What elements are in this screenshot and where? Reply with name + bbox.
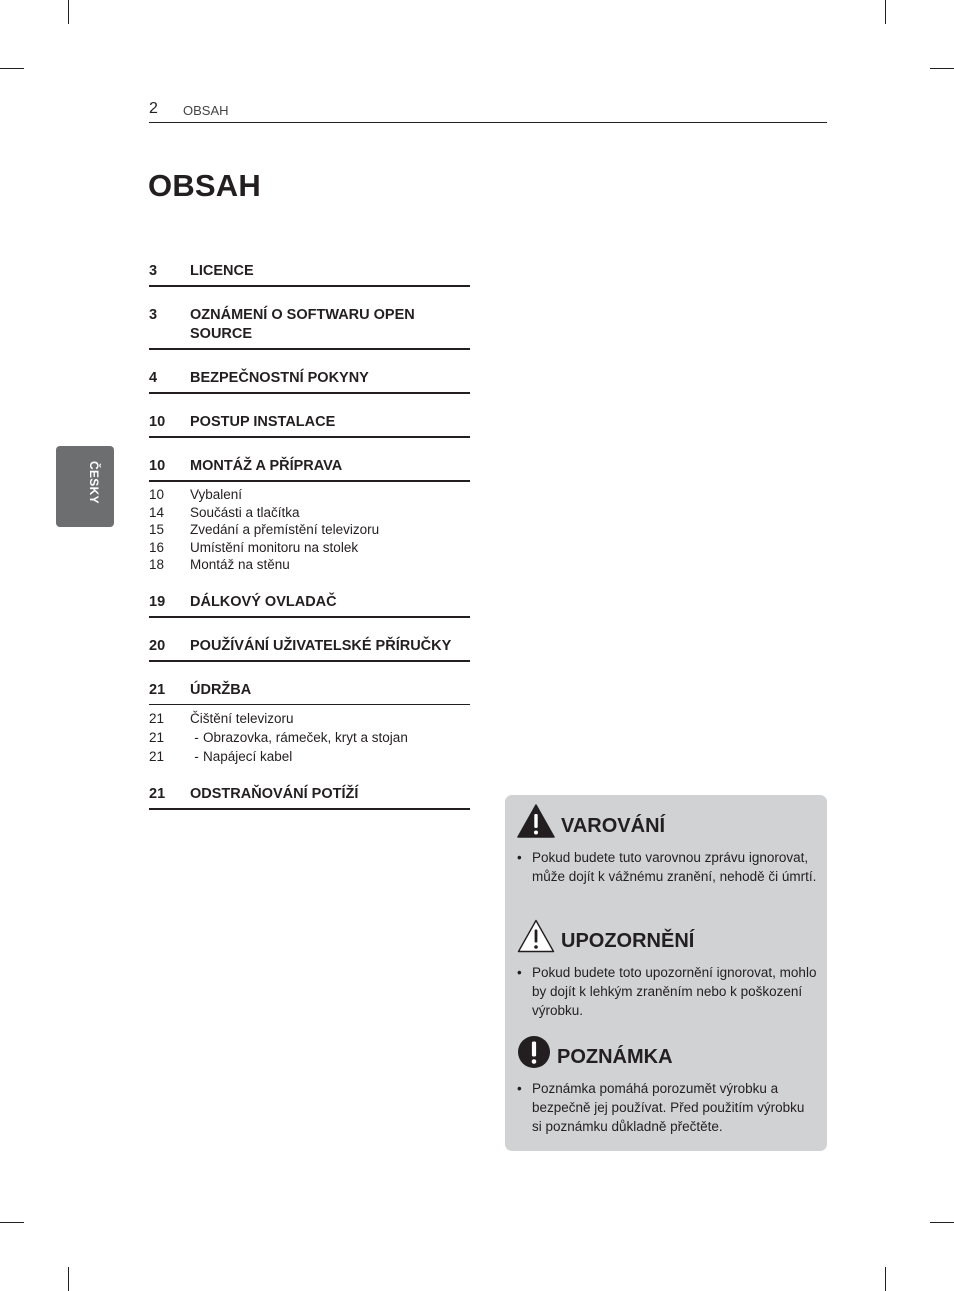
language-tab: [56, 446, 114, 527]
toc-subitem[interactable]: [149, 486, 470, 504]
crop-mark: [0, 1222, 24, 1223]
crop-mark: [885, 1267, 886, 1291]
warning-triangle-filled-icon: [517, 804, 555, 838]
toc-heading-title: ÚDRŽBA: [190, 681, 252, 698]
toc-section: [149, 785, 470, 810]
toc-subitem[interactable]: [149, 709, 470, 728]
note-block: [517, 1035, 817, 1136]
language-tab-label: ČESKY: [87, 461, 101, 504]
crop-mark: [930, 68, 954, 69]
toc-subitems: [149, 486, 470, 574]
toc-page-number: 20: [149, 637, 166, 654]
toc-subitem-title: Čištění televizoru: [190, 710, 294, 726]
toc-page-number: 16: [149, 539, 165, 555]
running-title: OBSAH: [183, 103, 229, 118]
toc-heading-title: POUŽÍVÁNÍ UŽIVATELSKÉ PŘÍRUČKY: [190, 637, 452, 654]
toc-subitem[interactable]: [149, 728, 470, 747]
toc-page-number: 21: [149, 710, 165, 726]
toc-subitem-title: Umístění monitoru na stolek: [190, 539, 359, 555]
caution-text: [517, 963, 817, 1020]
crop-mark: [68, 1267, 69, 1291]
toc-heading-title: POSTUP INSTALACE: [190, 414, 336, 430]
toc-subitem-title: Zvedání a přemístění televizoru: [190, 522, 380, 537]
warning-text: [517, 848, 817, 886]
toc-heading[interactable]: [149, 369, 470, 394]
toc-page-number: 19: [149, 593, 166, 610]
toc-subitem[interactable]: [149, 504, 470, 522]
toc-page-number: 21: [149, 729, 165, 745]
toc-subitem-title: Součásti a tlačítka: [190, 504, 300, 520]
warning-title: VAROVÁNÍ: [561, 815, 666, 837]
toc-heading[interactable]: [149, 457, 470, 482]
toc-dash: -: [194, 729, 199, 745]
toc-page-number: 10: [149, 458, 166, 474]
toc-heading[interactable]: [149, 681, 470, 705]
warning-block: [517, 804, 817, 886]
toc-page-number: 3: [149, 263, 158, 279]
note-text-content: Poznámka pomáhá porozumět výrobku a bezpečně jej používat. Před použitím výrobku si poznámku důkladně přečtěte.: [532, 1081, 805, 1134]
toc-subitem[interactable]: [149, 556, 470, 574]
note-text: [517, 1079, 817, 1136]
toc-heading[interactable]: [149, 637, 470, 662]
toc-heading[interactable]: [149, 262, 470, 287]
toc-page-number: 18: [149, 557, 165, 572]
toc-dash: -: [194, 748, 199, 764]
note-title: POZNÁMKA: [557, 1046, 673, 1068]
warning-text-content: Pokud budete tuto varovnou zprávu ignorovat, může dojít k vážnému zranění, nehodě či úmrtí.: [532, 850, 817, 884]
bullet: •: [517, 1081, 522, 1096]
toc-section: [149, 369, 470, 394]
table-of-contents: [149, 262, 470, 829]
toc-heading[interactable]: [149, 785, 470, 810]
toc-page-number: 10: [149, 414, 166, 430]
toc-heading[interactable]: [149, 413, 470, 438]
toc-page-number: 4: [149, 370, 158, 386]
note-exclamation-circle-icon: [517, 1035, 551, 1069]
toc-heading-title: ODSTRAŇOVÁNÍ POTÍŽÍ: [190, 785, 359, 802]
toc-section: [149, 306, 470, 350]
toc-subitem-title: Vybalení: [190, 487, 243, 502]
bullet: •: [517, 850, 522, 865]
toc-heading[interactable]: [149, 306, 470, 350]
bullet: •: [517, 965, 522, 980]
toc-page-number: 3: [149, 307, 158, 323]
toc-section: [149, 413, 470, 438]
toc-subitem-title: Napájecí kabel: [203, 748, 293, 764]
toc-heading-title: DÁLKOVÝ OVLADAČ: [190, 593, 337, 610]
toc-page-number: 15: [149, 522, 165, 537]
toc-section: [149, 681, 470, 766]
toc-section: [149, 457, 470, 574]
toc-subitems: [149, 709, 470, 766]
caution-text-content: Pokud budete toto upozornění ignorovat, mohlo by dojít k lehkým zraněním nebo k poškození výrobku.: [532, 965, 817, 1018]
caution-triangle-outline-icon: [517, 919, 555, 953]
caution-block: [517, 919, 817, 1020]
crop-mark: [885, 0, 886, 24]
crop-mark: [0, 68, 24, 69]
toc-heading-title: LICENCE: [190, 263, 254, 279]
toc-subitem[interactable]: [149, 747, 470, 766]
toc-heading-title: BEZPEČNOSTNÍ POKYNY: [190, 370, 369, 386]
toc-subitem[interactable]: [149, 521, 470, 539]
toc-page-number: 21: [149, 748, 165, 764]
page-number: 2: [149, 100, 158, 117]
toc-section: [149, 593, 470, 618]
toc-section: [149, 262, 470, 287]
toc-heading[interactable]: [149, 593, 470, 618]
toc-page-number: 21: [149, 785, 166, 802]
caution-title: UPOZORNĚNÍ: [561, 930, 695, 952]
toc-subitem-title: Obrazovka, rámeček, kryt a stojan: [203, 729, 408, 745]
toc-page-number: 14: [149, 504, 165, 520]
toc-heading-title: MONTÁŽ A PŘÍPRAVA: [190, 458, 343, 474]
running-header: [149, 100, 827, 123]
crop-mark: [68, 0, 69, 24]
toc-section: [149, 637, 470, 662]
toc-subitem[interactable]: [149, 539, 470, 557]
page-title: OBSAH: [148, 168, 261, 203]
toc-page-number: 21: [149, 681, 166, 698]
safety-notes-box: [505, 795, 827, 1151]
toc-heading-title: OZNÁMENÍ O SOFTWARU OPEN SOURCE: [190, 307, 415, 342]
toc-page-number: 10: [149, 487, 165, 502]
crop-mark: [930, 1222, 954, 1223]
toc-subitem-title: Montáž na stěnu: [190, 557, 290, 572]
